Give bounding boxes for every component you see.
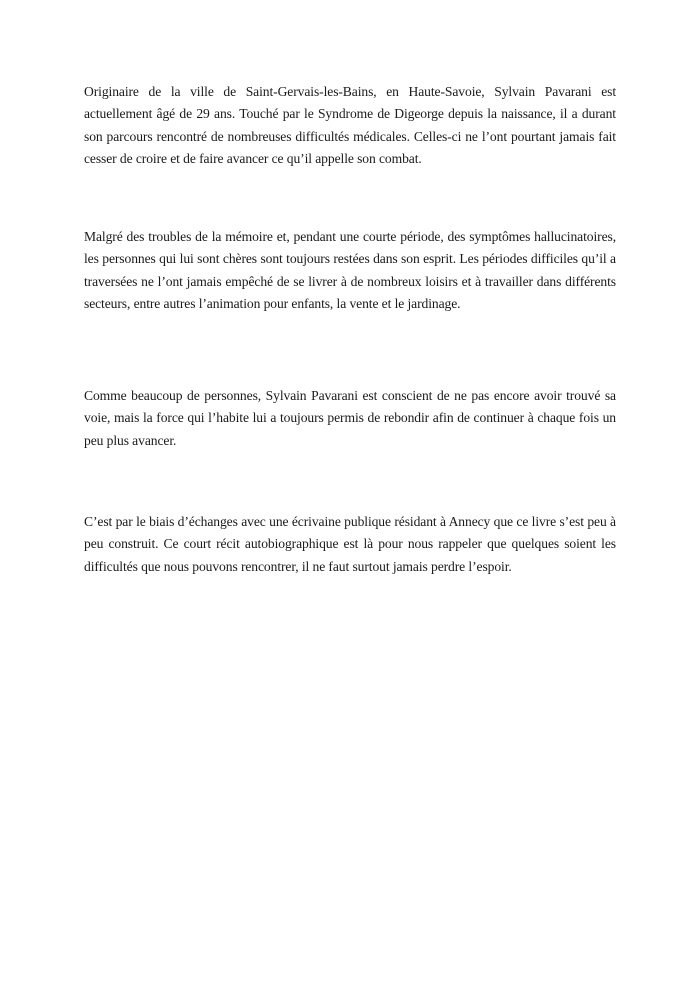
paragraph-memory: Malgré des troubles de la mémoire et, pendant une courte période, des symptômes hallucinatoires, les personnes qui lui sont chères sont toujours restées dans son esprit. Les périodes difficiles qu’il a traversées ne l’ont jamais empêché de se livrer à de nombreux loisirs et à travailler dans différents secteurs, entre autres l’animation pour enfants, la vente et le jardinage.	[84, 229, 616, 311]
paragraph-book: C’est par le biais d’échanges avec une écrivaine publique résidant à Annecy que ce livre s’est peu à peu construit. Ce court récit autobiographique est là pour nous rappeler que quelques soient les difficultés que nous pouvons rencontrer, il ne faut surtout jamais perdre l’espoir.	[84, 514, 616, 574]
paragraph-path: Comme beaucoup de personnes, Sylvain Pavarani est conscient de ne pas encore avoir trouvé sa voie, mais la force qui l’habite lui a toujours permis de rebondir afin de continuer à chaque fois un peu plus avancer.	[84, 388, 616, 448]
paragraph-origin: Originaire de la ville de Saint-Gervais-les-Bains, en Haute-Savoie, Sylvain Pavarani est actuellement âgé de 29 ans. Touché par le Syndrome de Digeorge depuis la naissance, il a durant son parcours rencontré de nombreuses difficultés médicales. Celles-ci ne l’ont pourtant jamais fait cesser de croire et de faire avancer ce qu’il appelle son combat.	[84, 84, 616, 166]
